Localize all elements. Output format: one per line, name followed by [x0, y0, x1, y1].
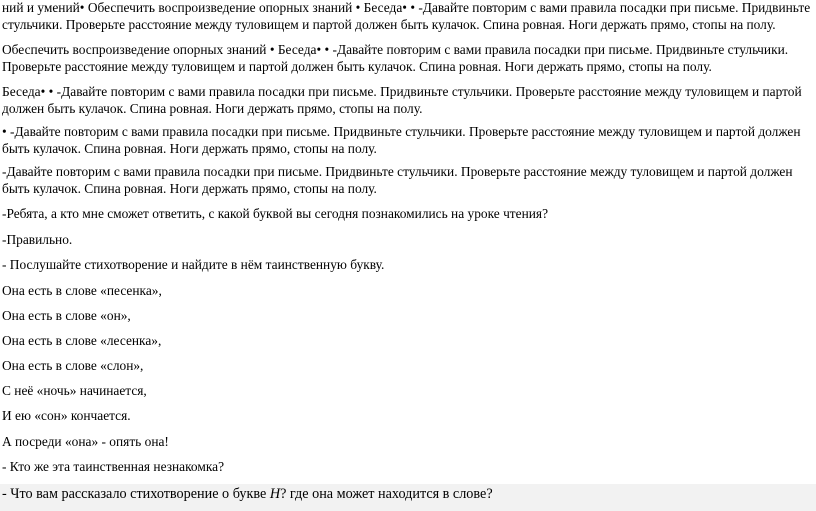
paragraph-5: -Давайте повторим с вами правила посадки при письме. Придвиньте стульчики. Проверьте расстояние между туловищем и партой должен быть кулачок. Спина ровная. Ноги держать прямо, стопы на полу.	[2, 164, 793, 196]
paragraph-2: Обеспечить воспроизведение опорных знаний • Беседа• • -Давайте повторим с вами правила посадки при письме. Придвиньте стульчики. Проверьте расстояние между туловищем и партой должен быть кулачок. Спина ровная. Ноги держать прямо, стопы на полу.	[2, 42, 789, 74]
final-question-bar	[0, 484, 816, 511]
paragraph-1: ний и умений• Обеспечить воспроизведение опорных знаний • Беседа• • -Давайте повторим с вами правила посадки при письме. Придвиньте стульчики. Проверьте расстояние между туловищем и партой должен быть кулачок. Спина ровная. Ноги держать прямо, стопы на полу.	[2, 0, 811, 32]
poem-line-4: Она есть в слове «слон»,	[2, 358, 144, 373]
paragraph-stranger: - Кто же эта таинственная незнакомка?	[2, 459, 225, 474]
paragraph-listen: - Послушайте стихотворение и найдите в нём таинственную букву.	[2, 257, 385, 272]
paragraph-3: Беседа• • -Давайте повторим с вами правила посадки при письме. Придвиньте стульчики. Проверьте расстояние между туловищем и партой должен быть кулачок. Спина ровная. Ноги держать прямо, стопы на полу.	[2, 84, 802, 116]
poem-line-3: Она есть в слове «лесенка»,	[2, 333, 162, 348]
paragraph-4: • -Давайте повторим с вами правила посадки при письме. Придвиньте стульчики. Проверьте расстояние между туловищем и партой должен быть кулачок. Спина ровная. Ноги держать прямо, стопы на полу.	[2, 124, 801, 156]
paragraph-correct: -Правильно.	[2, 232, 73, 247]
poem-line-1: Она есть в слове «песенка»,	[2, 283, 162, 298]
poem-line-5: С неё «ночь» начинается,	[2, 383, 147, 398]
final-question	[2, 486, 493, 503]
final-question-after: ? где она может находится в слове?	[280, 486, 493, 502]
final-question-letter: Н	[269, 486, 281, 502]
poem-line-2: Она есть в слове «он»,	[2, 308, 131, 323]
poem-line-6: И ею «сон» кончается.	[2, 408, 131, 423]
final-question-before: - Что вам рассказало стихотворение о букве	[2, 486, 270, 502]
paragraph-question-letter: -Ребята, а кто мне сможет ответить, с какой буквой вы сегодня познакомились на уроке чтения?	[2, 206, 549, 221]
poem-line-7: А посреди «она» - опять она!	[2, 434, 169, 449]
